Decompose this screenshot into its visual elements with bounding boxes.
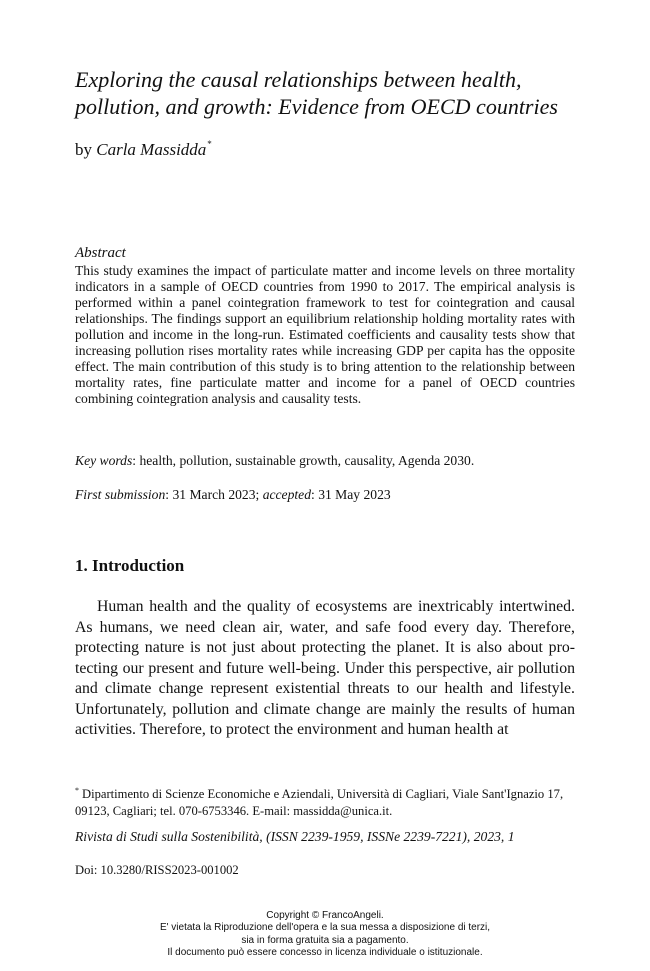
author-footnote-marker: *	[207, 139, 212, 149]
copyright-line: Copyright © FrancoAngeli.	[266, 910, 384, 921]
footnote-text: Dipartimento di Scienze Economiche e Aziendali, Università di Cagliari, Viale Sant'Ignazio 17, 09123, Cagliari; tel. 070-6753346. E-mail: massidda@unica.it.	[75, 787, 564, 818]
section-heading-introduction: 1. Introduction	[75, 556, 185, 575]
footnote-marker: *	[75, 786, 79, 795]
keywords-value: health, pollution, sustainable growth, causality, Agenda 2030.	[139, 453, 475, 468]
author-line	[75, 133, 212, 161]
abstract-heading: Abstract	[75, 245, 126, 261]
author-name: Carla Massidda	[96, 140, 207, 159]
journal-citation: Rivista di Studi sulla Sostenibilità, (ISSN 2239-1959, ISSNe 2239-7221), 2023, 1	[75, 829, 515, 844]
first-submission-separator: :	[165, 487, 173, 502]
copyright-line: E' vietata la Riproduzione dell'opera e la sua messa a disposizione di terzi,	[159, 922, 491, 934]
accepted-separator: :	[311, 487, 319, 502]
article-title: Exploring the causal relationships between health, pollution, and growth: Evidence from OECD countries	[75, 67, 558, 119]
keywords-label: Key words	[75, 453, 133, 468]
first-submission-date: 31 March 2023;	[172, 487, 263, 502]
copyright-line: Il documento può essere concesso in licenza individuale o istituzionale.	[167, 946, 483, 958]
copyright-line: sia in forma gratuita sia a pagamento.	[241, 934, 409, 946]
copyright-notice	[0, 910, 650, 959]
first-submission-label: First submission	[75, 487, 166, 502]
keywords-separator: :	[132, 453, 140, 468]
keywords-line	[75, 452, 575, 469]
doi-line: Doi: 10.3280/RISS2023-001002	[75, 863, 239, 877]
accepted-date: 31 May 2023	[318, 487, 391, 502]
author-affiliation-footnote	[75, 782, 575, 820]
submission-line	[75, 486, 575, 503]
author-prefix: by	[75, 140, 97, 159]
accepted-label: accepted	[262, 487, 311, 502]
introduction-paragraph: Human health and the quality of ecosystems are inextricably intertwined. As humans, we need clean air, water, and safe food every day. Therefore, protecting nature is not just about protecting the planet. It is also about protecting our present and future well-being. Under this perspective, air pollution and climate change represent existential threats to our health and lifestyle. Unfortunately, pollution and climate change are mainly the results of human activities. Therefore, to protect the environment and human health at	[75, 598, 575, 738]
abstract-text: This study examines the impact of particulate matter and income levels on three mortality indicators in a sample of OECD countries from 1990 to 2017. The empirical analysis is performed within a panel cointegration framework to test for cointegration and causal relationships. The findings support an equilibrium relationship holding mortality rates with pollution and income in the long-run. Estimated coefficients and causality tests show that increasing pollution rises mortality rates while increasing GDP per capita has the opposite effect. The main contribution of this study is to bring attention to the relationship between mortality rates, fine particulate matter and income for a panel of OECD countries combining cointegration analysis and causality tests.	[75, 263, 575, 406]
